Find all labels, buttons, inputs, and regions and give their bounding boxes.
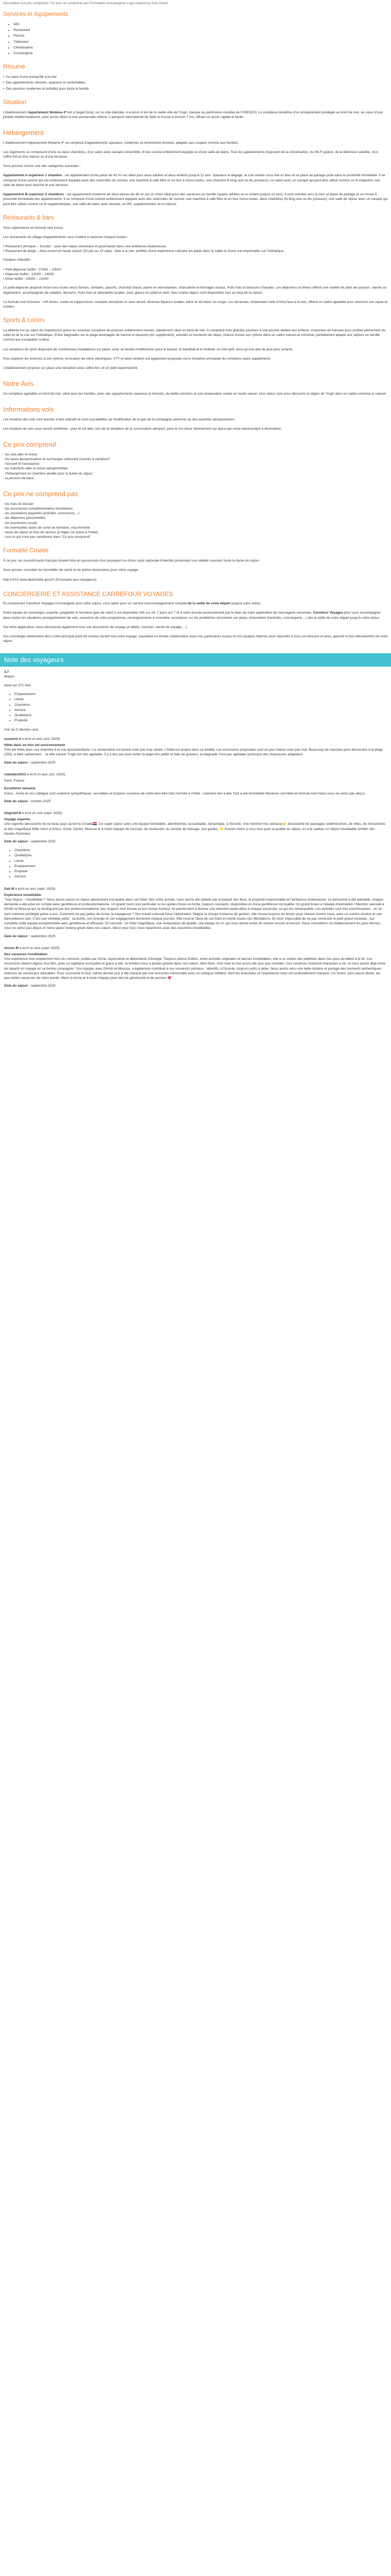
formalite-link[interactable]: http:XXXX.www.diplomatie.gouv.fr (fr/conseils-aux-voyageurs) bbox=[3, 578, 96, 582]
list-item: • Restaurant bbox=[13, 28, 388, 32]
reviews-panel bbox=[0, 667, 391, 999]
hebergement-p5: Appartement B-supérieur 2 chambres : cet appartement moderne de deux pièces de 46 m² est un choix idéal pour des vacances en famille (quatre adultes et un enfant jusqu'à 12 ans). Il sont orientés vers la mer, et place de partage et se trouve à proximité immédiate des appartements. Il se compose d'une cuisine entièrement équipée avec des ustensiles de cuisine, une machine à café filtre et un four micro-ondes, deux chambres (lit king-size ou lits jumeaux), une salle de séjour avec un canapé qui peut être utilisé comme un lit supplémentaire, une salle de bains avec douche, un WC supplémentaire et un balcon. bbox=[3, 193, 388, 206]
formalite-p1: À ce jour, les ressortissants français doivent être en possession d'un passeport ou d'une carte nationale d'identité présentant une validité couvrant toute la durée du séjour. bbox=[3, 559, 260, 563]
sports-p3: Pour explorer les environs à son rythme, la location de vélos électriques, VTT et vélos enfants est également proposée via la réception principale du complexe (avec supplément) bbox=[3, 357, 271, 361]
review-location: Paris, France bbox=[4, 779, 25, 783]
review-author-line bbox=[4, 737, 387, 741]
reviews-title: Note des voyageurs bbox=[4, 655, 64, 664]
review-stay-date bbox=[4, 984, 387, 988]
review-criterion: • Qualité/prix bbox=[14, 853, 387, 858]
review-stay-label: Date du séjour : bbox=[4, 799, 30, 803]
list-line: - l'accueil et l'assistance bbox=[3, 462, 40, 466]
list-item: • Literie bbox=[14, 697, 387, 702]
conciergerie-p3: Via notre application, vous retrouverez également tous vos documents de voyage (e-billets, voucher, carnet de voyage, ...) bbox=[3, 625, 187, 629]
review-criteria-list bbox=[4, 848, 387, 879]
review-stay-label: Date du séjour : bbox=[4, 934, 30, 938]
review-item bbox=[4, 772, 387, 804]
restaurants-p4: Le petit-déjeuner proposé inclut sous toutes leurs formes, céréales, yaourts, chocolat chaud, panini et viennoiseries, charcuterie et fromages locaux, fruits frais et boissons chaudes. Les déjeuners et dîners offrent une variété de plats de poisson, viande ou végétariens, accompagnés de salades, desserts, fruits frais et spécialités locales, avec glaces en juillet et août. Des snacks légers sont disponibles tout au long de la saison. bbox=[3, 286, 387, 295]
review-title: Voyage superbe bbox=[4, 818, 30, 822]
review-stay-label: Date du séjour : bbox=[4, 984, 30, 988]
description-panel bbox=[0, 0, 391, 644]
hebergement-title: Hébergement bbox=[3, 129, 44, 137]
non-compris-title: Ce prix ne comprend pas bbox=[3, 490, 78, 498]
list-line: - les assurances complémentaires facultatives bbox=[3, 506, 73, 511]
notre-avis-title: Notre Avis bbox=[3, 380, 34, 388]
see-last-reviews-link[interactable]: Voir les 5 derniers avis bbox=[4, 727, 39, 732]
review-criterion: • Literie bbox=[14, 859, 387, 863]
hebergement-p2: Les logements se composent d'une ou deux chambres, d'un salon avec canapé convertible, d'une cuisine entièrement équipée et d'une salle de bains. Tous les appartements disposent de la climatisation, du Wi-Fi gratuit, de la télévision satellite, d'un coffre-fort et d'un balcon ou d'une terrasse. bbox=[3, 150, 379, 159]
review-date: a écrit un avis (sept. 2025) bbox=[18, 946, 60, 950]
review-item bbox=[4, 946, 387, 989]
list-line: - tout ce qui n'est pas mentionné dans "Ce prix comprend" bbox=[3, 535, 91, 539]
sports-p1: La détente est au cœur de l'expérience grâce au nouveau complexe de piscines entièrement neuves, idéalement situé en bord de mer. Il comprend trois grandes piscines à une piscine dédiée aux enfants, entourées de transats pour profiter pleinement du soleil et de la vue sur l'Adriatique. Entre baignades sur la plage aménagée de transat et parasols (en supplément), activités et moments de repos, chacun trouve son rythme dans un cadre naturel et convivial, parfaitement adapté aux séjours en famille comme aux escapades à deux. bbox=[3, 329, 386, 342]
review-author: Dali M bbox=[4, 887, 14, 891]
tab-strip-text: Description Ce prix comprend / Ce prix ne comprend pas Formalités Conciergerie Logo tripadvisor Avis Client bbox=[3, 2, 168, 5]
list-line: • Petit-déjeuner buffet : 07h00 – 10h00 bbox=[3, 267, 61, 272]
review-stay-value: octobre 2025 bbox=[29, 799, 51, 803]
review-title: Hôtel dans un très bel environnement bbox=[4, 743, 65, 747]
conciergerie-p1: En choisissant Carrefour Voyages Conciergerie pour votre séjour, vous optez pour un service d'accompagnement complet de la veille de votre départ jusqu'à votre retour. bbox=[3, 602, 262, 606]
review-author: Annso M bbox=[4, 946, 19, 950]
comprend-list bbox=[3, 452, 388, 481]
review-stay-date bbox=[4, 839, 387, 844]
review-title: Des vacances inoubliables bbox=[4, 952, 47, 956]
list-item: • Qualité/prix bbox=[14, 713, 387, 718]
conciergerie-title: CONCIERGERIE ET ASSISTANCE CARREFOUR VOYAGES bbox=[3, 590, 173, 598]
infos-vols-title: Informations vols bbox=[3, 405, 54, 414]
services-title: Services et équipements bbox=[3, 11, 68, 18]
review-date: a écrit un avis (oct. 2025) bbox=[21, 737, 60, 741]
restaurants-p1: Vous séjournerez en formule tout inclus. bbox=[3, 226, 64, 230]
situation-title: Situation bbox=[3, 99, 26, 106]
conciergerie-p2: Notre équipe de concierges, experte, polyglotte et humaine (pas de robot !) est disponible 24h sur 24, 7 jours sur 7 et à votre écoute exclusivement par le biais de notre application de messagerie sécurisée, Carrefour Voyages pour vous accompagner dans toutes les situations (enregistrement de vols, ouverture de votre programme, renseignements à connaître, assistance sur les problèmes rencontrés sur place, réservation d'activités, conciergerie…) dès la veille de votre départ jusqu'à votre retour. bbox=[3, 611, 381, 620]
list-item: • Chambres bbox=[14, 703, 387, 707]
restaurants-hours-title: Horaires indicatifs : bbox=[3, 258, 32, 262]
review-stay-value: septembre 2025 bbox=[29, 934, 56, 938]
review-stay-value: septembre 2025 bbox=[29, 760, 56, 765]
infos-vols-p1: Les horaires des vols sont donnés à titre indicatif et sont susceptibles de modification de la part de la compagnie aérienne ou des autorités aéroportuaires. bbox=[3, 417, 236, 421]
resume-list bbox=[3, 75, 388, 91]
infos-vols-p2: Les horaires de vols vous seront confirmés : pour le vol aller, lors de la réception de la convocation aéroport, pour le vol retour directement sur place par notre représentant à destination. bbox=[3, 427, 282, 431]
review-stay-label: Date du séjour : bbox=[4, 760, 30, 765]
list-item: • Piscine bbox=[13, 33, 388, 38]
review-title: Expérience inoubliable bbox=[4, 893, 41, 897]
review-stay-date bbox=[4, 799, 387, 804]
situation-text: L'établissement Appartement Modena 4* est à Seget Donji, sur la côte dalmate, à environ 4 km de la vieille ville de Trogir, classée au patrimoine mondial de l'UNESCO. Le complexe bénéficie d'un emplacement privilégié au bord de mer, au cœur d'une pinède méditerranéenne, avec accès direct à une promenade côtière. L'aéroport international de Split se trouve à environ 7 km, offrant un accès rapide et facile. bbox=[3, 110, 383, 119]
list-item: • Propreté bbox=[14, 718, 387, 723]
review-stay-label: Date du séjour : bbox=[4, 840, 30, 844]
review-body: Kreso , Aïcha et son collègue sont vraiment sympathiques, serviables et toujours soucieux de notre bien-être Dès l'arrivée à l'hôtel : vraiment rien à dire Tout a été formidable Réserver cet hôtel en formule tout inclus vous ne serez pas déçus bbox=[4, 791, 365, 795]
review-body: Très bel hôtel avec une chambre à la vue époustouflante ! La restauration est bonne mais pas trop variée. L'hôtel est propre dans sa totalité. Les excursions proposées sont un peu chères mais pas mal. Beaucoup de marches pour descendre à la plage (150), à faire calmement… la ville voisine Trogir est très agréable. Il y a des pas pour éviter la page très petite et faite de graviers, la baignade n'est pas agréable (prévoyez des chaussures adaptées) bbox=[4, 748, 383, 757]
review-stay-value: septembre 2025 bbox=[29, 840, 56, 844]
list-item: • Wifi bbox=[13, 22, 388, 27]
list-item: • Au cœur d'une presqu'île à la mer bbox=[3, 75, 388, 79]
review-criterion: • Emplacement bbox=[14, 864, 387, 869]
list-line: - les éventuelles taxes de sortie du territoire, visa d'entrée bbox=[3, 526, 90, 530]
list-line: • Déjeuner buffet : 12h00 – 14h00 bbox=[3, 272, 54, 276]
list-line: - taxes de séjour et frais de service (à régler sur place à l'hôtel) bbox=[3, 530, 98, 534]
review-title: Excellente semaine bbox=[4, 787, 36, 791]
list-line: - les taxes aéroportuaires et surcharges carburant (soumis à variation)* bbox=[3, 457, 110, 461]
review-author-line bbox=[4, 946, 387, 951]
list-line: - la pension de base bbox=[3, 476, 34, 480]
review-author: Siegried B bbox=[4, 811, 21, 815]
list-item: • Des piscines modernes et activités pour toute la famille bbox=[3, 87, 388, 91]
review-date: a écrit un avis (sept. 2025) bbox=[21, 811, 62, 815]
review-criterion: • Propreté bbox=[14, 869, 387, 874]
formalite-title: Formalité Croatie bbox=[3, 548, 49, 554]
list-item: • Des appartements rénovés, spacieux et confortables bbox=[3, 80, 388, 85]
list-line: - les pourboires usuels bbox=[3, 521, 38, 525]
list-item: • Conciergerie bbox=[13, 51, 388, 56]
review-list bbox=[4, 737, 387, 989]
resume-title: Résumé bbox=[3, 64, 25, 71]
conciergerie-p4: Vos concierges deviennent alors votre principal point de contact durant tout votre voyage, travaillant en étroite collaboration avec nos partenaires locaux et nos équipes internes pour répondre à tous vos besoins et ainsi, garantir le bon déroulement de votre séjour. bbox=[3, 635, 388, 643]
list-line: - les transferts aller et retour aéroport/hôtel bbox=[3, 467, 68, 471]
review-body: "Avis Séjour – Inoubliable !" Nous avons passé un séjour absolument incroyable dans cet hôtel. Dès notre arrivée, nous avons été séduits par la beauté des lieux, la propreté irréprochable et l'ambiance chaleureuse. Le personnel a été adorable, chaque demande a été prise en compte avec gentillesse et professionnalisme. Un grand merci tout particulier à nos guides Kreso et Aïcha, toujours souriants, disponibles et d'une gentillesse incroyable. Un grand bravo à l'équipe d'animation ! Mention spéciale à Dimitri et Moussa qui se distinguent par leur professionnalisme, leur respect, leur écoute et leur bonne humeur. Ils parviennent à donner une attention particulière à chaque vacancier, ce qui est remarquable. Les activités sont très enrichissantes : on se sent vraiment privilégié grâce à eux. Comment ne pas parler de Aïcha, la voyageuse ? Son travail colossal force l'admiration. Malgré la charge immense de gestion, elle trouve toujours du temps pour chacun d'entre nous, avec un sourire sincère et une bienveillance rare. C'est une véritable perle : sa bonté, son énergie et son engagement illuminent chaque journée. Elle incarne l'âme de cet hôtel et mérite toutes nos félicitations. En bref, impossible de ne pas remercier le petit grand nouveau , qui complète cette équipe exceptionnelle avec gentillesse et efficacité. En résumé : un hôtel magnifique, une restauration de qualité, une équipe en or, qui vous donne envie de revenir encore et encore. Nous conseillons cet établissement les yeux fermés, vous ne serez pas déçus et notre séjour restera gravé dans nos cœurs. Merci pour tout, nous repartirons avec des souvenirs inoubliables bbox=[4, 898, 384, 930]
restaurants-title: Restaurants & bars bbox=[3, 214, 54, 221]
review-count: basé sur 271 Avis bbox=[4, 684, 31, 688]
review-body: Une expérience tout simplement hors du commun, portée par Aïcha, rayonnante et débordante d'énergie. Toujours pleine d'idées, entre activités originales et danses inoubliables, elle a su mettre des paillettes dans nos yeux du début à la fin. Les excursions étaient dignes d'un film, avec un capitaine incroyable et grâce à elle, la lumière nous a jamais gravée dans nos cœurs. Mon frère, mon mari et moi avons été plus que comblés. Ces vacances resteront marquées à vie, et nous avons déjà envie de repartir en voyage en sa bonne compagnie ! Son équipe, avec Dimitri et Moussa, a également contribué à ces souvenirs précieux : attentifs, à l'écoute, toujours prêts à aider. Nous avons vécu une belle histoire et partagé des moments authentiques entourés de vacanciers adorables. Pour couronner le tout, même dernier jour a été marqué par une rencontre mémorable avec un collègue militaire, dont les anecdotes et l'expérience nous ont profondément marqués. Ce furent, sans aucun doute, les plus belles vacances de notre année. Merci à Aïcha et à toute l'équipe pour tant de générosité et de passion 💗 bbox=[4, 957, 386, 980]
restaurants-p2: Les restaurants du village d'appartements vous invitent à savourer chaque instant : bbox=[3, 235, 128, 239]
list-line: - les prestations payantes (activités, excursions,...) bbox=[3, 512, 79, 516]
review-author-line bbox=[4, 811, 387, 816]
review-stay-value: septembre 2025 bbox=[29, 984, 56, 988]
review-author: rolandes2013 bbox=[4, 772, 26, 776]
hebergement-p3: Vous pourrez choisir une des catégories suivantes : bbox=[3, 164, 81, 168]
review-author-line bbox=[4, 887, 387, 891]
review-stay-date bbox=[4, 760, 387, 765]
review-item bbox=[4, 887, 387, 939]
review-criterion: • Service bbox=[14, 874, 387, 879]
review-score-label: Moyen bbox=[4, 674, 14, 679]
review-body: Une superbe découverte de ce beau pays qu'est la Croatie🇭🇷. Un super séjour avec une équipe formidable, attentionnée, accueillante, dynamique, à l'écoute. Une mention très sérieuse🌟 découverte de paysages sublimissimes, de villes, de monuments et très magnifique Mille merci à Kreso, Aïcha, Dimitri, Moussa et à toute l'équipe de l'accueil, du restaurant, du service de ménage, aux guides, 🌟 Encore merci à vous tous pour la qualité du séjour, un vrai cadeau un séjour inoubliable Amitiés des Hautes-Pyrénées bbox=[4, 822, 386, 836]
review-stay-date bbox=[4, 934, 387, 939]
sports-title: Sports & Loisirs bbox=[3, 317, 45, 324]
reviews-header-bar bbox=[0, 653, 391, 667]
list-line: • Restaurant principal – 'Kondor' : pour des repas conviviaux et gourmands dans une ambiance chaleureuse. bbox=[3, 245, 167, 249]
page bbox=[0, 0, 391, 999]
formalite-p2: Vous pouvez consulter les formalités de santé et de police nécessaires pour votre voyage : bbox=[3, 568, 140, 572]
list-item: • Climatisation bbox=[13, 45, 388, 50]
list-line: - l'hébergement en chambre double pour la durée du séjour bbox=[3, 471, 93, 476]
non-compris-list bbox=[3, 502, 388, 540]
list-line: • Restaurant de plage – Arka ouvert en haute saison (15 juin au 15 sept) : face à la mer, profitez d'une expérience culinaire les pieds dans le sable et d'une vue imprenable sur l'Adriatique. bbox=[3, 249, 285, 253]
restaurants-list bbox=[3, 244, 388, 253]
criteria-list bbox=[4, 692, 387, 723]
list-line: - les vols aller et retour bbox=[3, 452, 38, 456]
restaurants-p5: La formule tout inclusive : soft drinks, sodas et cappuccinos, cocktails alcoolisés et sans alcool, diverses liqueurs locales, bière et vin blanc ou rouge. Les terrasses, notamment celle d'Arka face à la mer, offrent un cadre agréable pour savourer vos repas et soirées. bbox=[3, 300, 388, 309]
list-line: - les frais de dossier bbox=[3, 502, 34, 506]
hebergement-p4: Appartement A-supérieur 1 chambre : cet appartement d'une pièce de 42 m² est idéal pour deux adultes et deux enfants jusqu'à 12 ans. Spacieux et dégagé, le coin entrée vous met à l'aise et se place de partage juste dans le proximité immédiate. Il se compose d'une cuisine qui est entièrement équipée avec des ustensiles de cuisine, une machine à café filtre et un four à micro-ondes, une chambre lit king-size ou lits jumeaux), un salon avec un canapé qui peut être utilisé comme un lit d'appoint, une salle de bains avec douche et une terrasse. bbox=[3, 174, 385, 187]
hebergement-p1: L'établissement Appartement Modena 4* se compose d'appartements spacieux, modernes et récemment rénovés, adaptés aux couples comme aux familles. bbox=[3, 141, 239, 145]
list-item: • Service bbox=[14, 708, 387, 713]
list-line: • Dîner buffet : 19h00 – 21h00 bbox=[3, 277, 48, 281]
review-author-line bbox=[4, 772, 387, 777]
comprend-title: Ce prix comprend bbox=[3, 440, 56, 449]
review-item bbox=[4, 737, 387, 765]
restaurants-hours bbox=[3, 267, 388, 282]
list-item: • Télévision bbox=[13, 40, 388, 44]
list-line: - les dépenses personnelles bbox=[3, 516, 46, 520]
notre-avis-text: Un complexe agréable en bord de mer, idéal pour les familles, avec des appartements spacieux et rénovés, de belles piscines et une restauration variée en haute saison. Une valeur sûre pour découvrir la région de Trogir dans un cadre convivial et naturel. bbox=[3, 392, 387, 396]
list-item: • Emplacement bbox=[14, 692, 387, 697]
review-date: a écrit un avis (sept. 2025) bbox=[14, 887, 55, 891]
review-author: suzanne d bbox=[4, 737, 21, 741]
sports-p4: L'établissement propose sur place une réception avec coffre-fort, et un petit supermarché. bbox=[3, 366, 139, 370]
review-date: a écrit un avis (oct. 2025) bbox=[26, 772, 66, 776]
review-item bbox=[4, 811, 387, 879]
review-score: 3,7 bbox=[4, 670, 9, 674]
review-criterion: • Chambres bbox=[14, 848, 387, 853]
sports-p2: Les amateurs de sport disposent de nombreuses installations sur place, avec un terrain multifonction pour le basket, le handball et le football, un mini-golf, ainsi qu'une aire de jeux pour enfants. bbox=[3, 347, 294, 351]
services-list bbox=[3, 22, 388, 56]
